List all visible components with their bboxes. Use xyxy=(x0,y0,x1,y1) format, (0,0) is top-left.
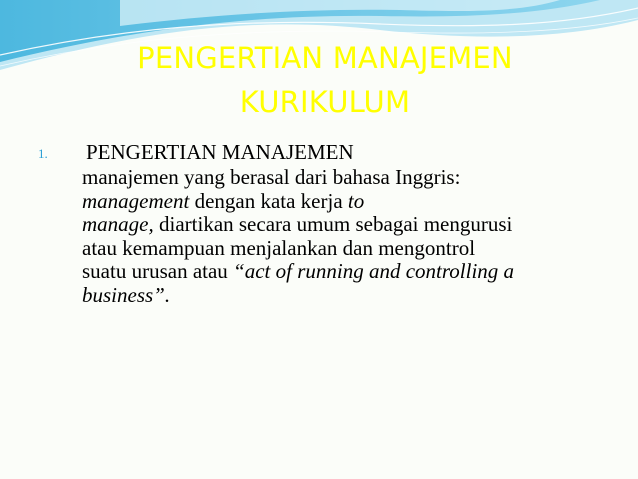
text-run: atau kemampuan menjalankan dan mengontrol xyxy=(82,235,476,260)
paragraph-line-2 xyxy=(82,190,602,214)
title-line-2: KURIKULUM xyxy=(239,85,411,119)
italic-term: manage, xyxy=(82,212,154,236)
italic-quote: “act of running and controlling a xyxy=(233,259,515,283)
paragraph-line-4 xyxy=(82,237,602,261)
paragraph-line-1 xyxy=(82,166,602,190)
list-item-number: 1. xyxy=(38,146,48,161)
text-run: suatu urusan atau xyxy=(82,259,234,283)
paragraph-line-3 xyxy=(82,213,602,237)
title-line-1: PENGERTIAN MANAJEMEN xyxy=(137,41,513,75)
text-run: dengan kata kerja xyxy=(189,188,348,213)
definition-paragraph xyxy=(38,166,602,307)
list-item xyxy=(38,136,618,166)
italic-term: to xyxy=(347,188,365,213)
list-item-heading: PENGERTIAN MANAJEMEN xyxy=(86,140,354,164)
italic-term: management xyxy=(82,188,190,213)
text-run: manajemen yang berasal dari bahasa Inggris: xyxy=(82,165,461,189)
slide-content xyxy=(38,136,618,307)
slide-title xyxy=(60,36,590,124)
italic-quote: business”. xyxy=(82,282,171,307)
text-run: diartikan secara umum sebagai mengurusi xyxy=(153,212,513,236)
paragraph-line-6 xyxy=(82,284,602,308)
paragraph-line-5 xyxy=(82,260,602,284)
